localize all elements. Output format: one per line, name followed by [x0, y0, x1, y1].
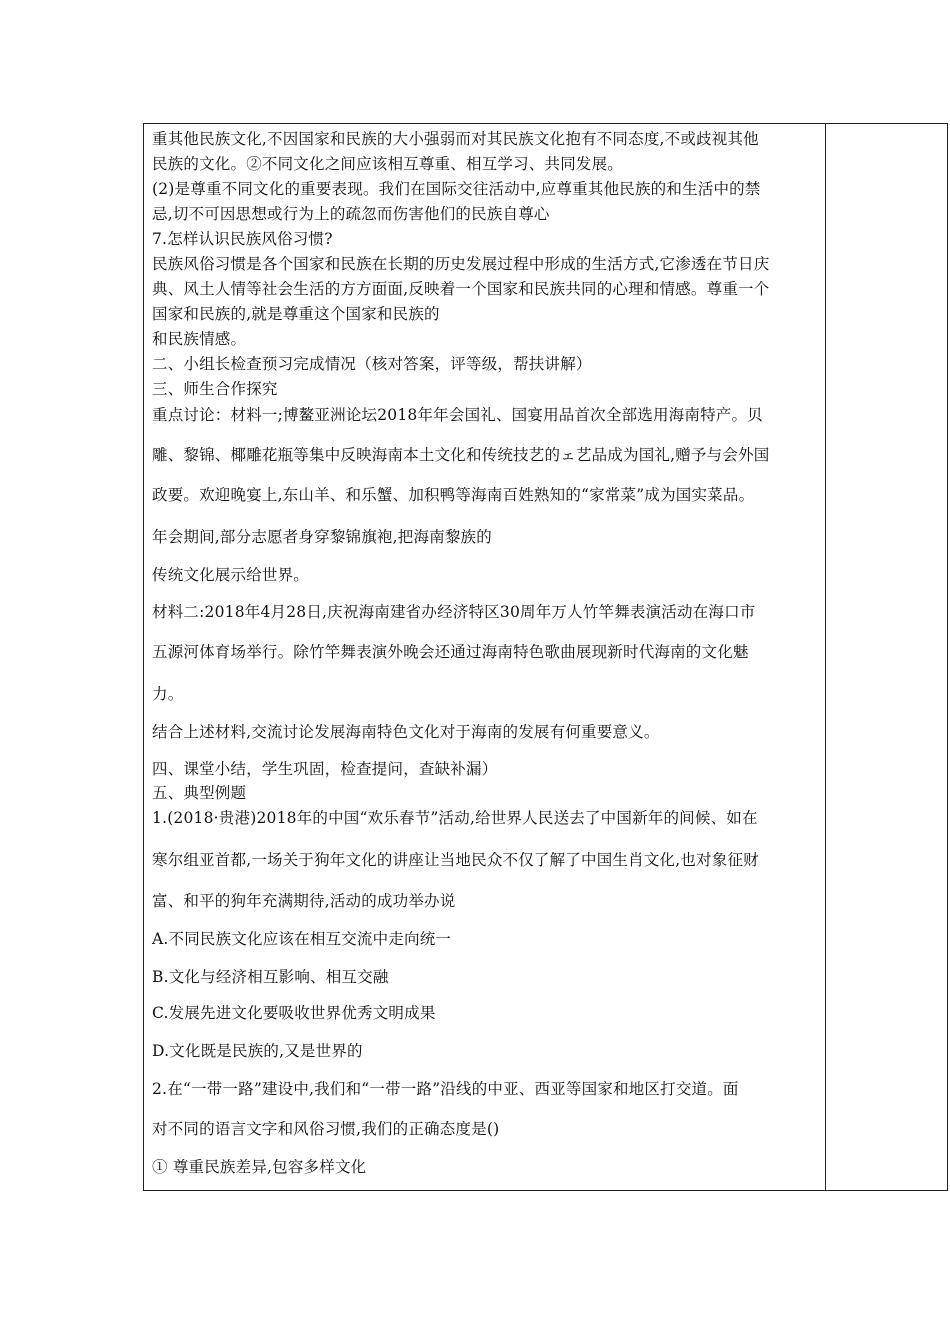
section-heading: 四、课堂小结，学生巩固，检查提问，查缺补漏） — [152, 760, 498, 778]
answer-option: B.文化与经济相互影响、相互交融 — [152, 968, 389, 986]
section-heading: 二、小组长检查预习完成情况（核对答案，评等级，帮扶讲解） — [152, 355, 592, 373]
section-heading: 五、典型例题 — [152, 784, 247, 802]
text-line: 重其他民族文化,不因国家和民族的大小强弱而对其民族文化抱有不同态度,不或歧视其他 — [152, 130, 759, 148]
text-line: 年会期间,部分志愿者身穿黎锦旗袍,把海南黎族的 — [152, 528, 492, 546]
text-line: 对不同的语言文字和风俗习惯,我们的正确态度是() — [152, 1120, 500, 1138]
answer-option: C.发展先进文化要吸收世界优秀文明成果 — [152, 1004, 436, 1022]
text-line: 和民族情感。 — [152, 330, 247, 348]
text-line: 重点讨论：材料一;博鳌亚洲论坛2018年年会国礼、国宴用品首次全部选用海南特产。贝 — [152, 406, 763, 424]
text-line: 民族的文化。②不同文化之间应该相互尊重、相互学习、共同发展。 — [152, 155, 624, 173]
text-line: (2)是尊重不同文化的重要表现。我们在国际交往活动中,应尊重其他民族的和生活中的禁 — [152, 180, 761, 198]
text-line: 寒尔组亚首都,一场关于狗年文化的讲座让当地民众不仅了解了中国生肖文化,也对象征财 — [152, 851, 759, 869]
text-line: 典、风土人情等社会生活的方方面面,反映着一个国家和民族共同的心理和情感。尊重一个 — [152, 280, 770, 298]
text-line: 力。 — [152, 685, 184, 703]
text-line: 结合上述材料,交流讨论发展海南特色文化对于海南的发展有何重要意义。 — [152, 723, 660, 741]
text-line: 雕、黎锦、椰雕花瓶等集中反映海南本土文化和传统技艺的ェ艺品成为国礼,赠予与会外国 — [152, 446, 770, 464]
column-divider — [825, 123, 826, 1191]
text-line: 材料二:2018年4月28日,庆祝海南建省办经济特区30周年万人竹竿舞表演活动在海口市 — [152, 603, 756, 621]
answer-option: A.不同民族文化应该在相互交流中走向统一 — [152, 930, 452, 948]
text-line: 政要。欢迎晚宴上,东山羊、和乐蟹、加积鸭等海南百姓熟知的“家常菜”成为国实菜品。 — [152, 486, 755, 504]
answer-option: ① 尊重民族差异,包容多样文化 — [152, 1158, 367, 1176]
section-heading: 三、师生合作探究 — [152, 380, 278, 398]
question-stem: 2.在“一带一路”建设中,我们和“一带一路”沿线的中亚、西亚等国家和地区打交道。面 — [152, 1080, 739, 1098]
text-line: 传统文化展示给世界。 — [152, 566, 310, 584]
text-line: 民族风俗习惯是各个国家和民族在长期的历史发展过程中形成的生活方式,它渗透在节日庆 — [152, 255, 770, 273]
text-line: 国家和民族的,就是尊重这个国家和民族的 — [152, 305, 440, 323]
answer-option: D.文化既是民族的,又是世界的 — [152, 1042, 363, 1060]
text-line: 五源河体育场举行。除竹竿舞表演外晚会还通过海南特色歌曲展现新时代海南的文化魅 — [152, 643, 749, 661]
text-line: 忌,切不可因思想或行为上的疏忽而伤害他们的民族自尊心 — [152, 205, 550, 223]
question-stem: 1.(2018·贵港)2018年的中国“欢乐春节”活动,给世界人民送去了中国新年的间候、如在 — [152, 809, 758, 827]
question-heading: 7.怎样认识民族风俗习惯? — [152, 230, 333, 248]
text-line: 富、和平的狗年充满期待,活动的成功举办说 — [152, 892, 456, 910]
